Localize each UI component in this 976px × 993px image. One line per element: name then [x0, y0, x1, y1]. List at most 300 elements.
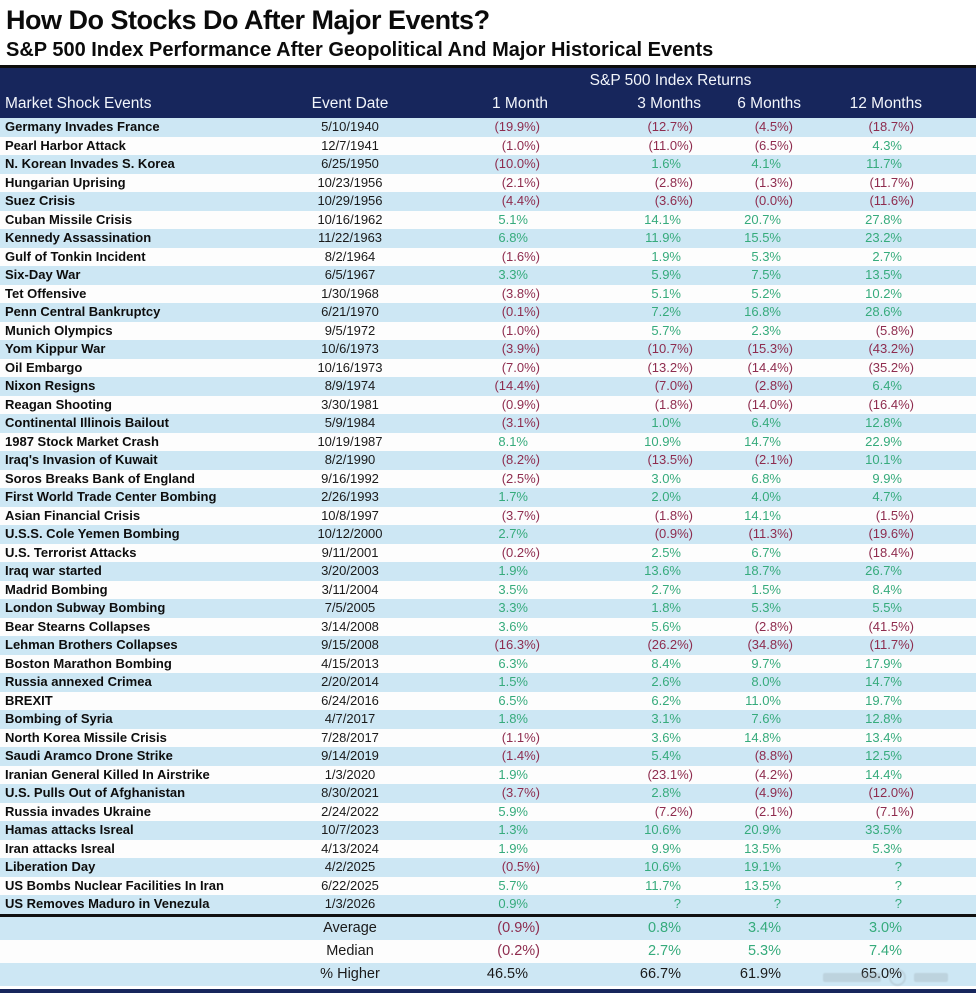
- return-value: (2.8%): [754, 378, 793, 393]
- row-gutter: [926, 821, 976, 840]
- return-value: 26.7%: [865, 563, 902, 578]
- return-value: 5.3%: [751, 600, 781, 615]
- return-value: 3.5%: [498, 581, 528, 597]
- return-value: 17.9%: [865, 655, 902, 671]
- table-row: [0, 766, 976, 785]
- column-header-event-date: Event Date: [311, 95, 389, 112]
- event-name: 1987 Stock Market Crash: [5, 433, 159, 449]
- event-name: Oil Embargo: [5, 359, 83, 375]
- event-date: 10/19/1987: [317, 433, 383, 449]
- table-row: [0, 433, 976, 452]
- return-value: (19.9%): [494, 119, 540, 134]
- row-gutter: [926, 618, 976, 637]
- table-row: [0, 729, 976, 748]
- return-value: 18.7%: [744, 563, 781, 578]
- return-value: 19.1%: [744, 859, 781, 874]
- return-value: (12.7%): [647, 119, 693, 134]
- return-value: 1.9%: [498, 840, 528, 856]
- page-subtitle: S&P 500 Index Performance After Geopolitical And Major Historical Events: [0, 36, 976, 68]
- event-name: Suez Crisis: [5, 193, 76, 208]
- event-name: Hungarian Uprising: [5, 174, 126, 190]
- event-name: Cuban Missile Crisis: [5, 211, 133, 227]
- table-row: [0, 821, 976, 840]
- return-value: (19.6%): [868, 526, 914, 541]
- return-value: 13.5%: [744, 877, 781, 893]
- event-name: Russia annexed Crimea: [5, 674, 152, 689]
- return-value: (15.3%): [747, 341, 793, 356]
- return-value: 7.5%: [751, 267, 781, 282]
- return-value: 5.4%: [651, 748, 681, 763]
- row-gutter: [926, 877, 976, 896]
- return-value: (3.6%): [654, 193, 693, 208]
- event-name: BREXIT: [5, 692, 53, 708]
- return-value: (0.5%): [501, 859, 540, 874]
- return-value: 14.1%: [744, 507, 781, 523]
- return-value: 5.9%: [651, 267, 681, 282]
- event-name: Asian Financial Crisis: [5, 507, 141, 523]
- table-row: [0, 451, 976, 470]
- return-value: (11.3%): [748, 526, 793, 541]
- return-value: (3.1%): [501, 415, 540, 430]
- return-value: (0.0%): [754, 193, 793, 208]
- column-header-6-months: 6 Months: [737, 95, 801, 112]
- event-date: 7/5/2005: [324, 600, 376, 615]
- table-row: [0, 877, 976, 896]
- event-date: 11/22/1963: [317, 230, 383, 245]
- event-name: Tet Offensive: [5, 285, 87, 301]
- return-value: (5.8%): [875, 322, 914, 338]
- event-date: 1/3/2026: [324, 896, 376, 911]
- return-value: ?: [894, 877, 902, 893]
- table-row: [0, 359, 976, 378]
- return-value: (26.2%): [647, 637, 693, 652]
- row-gutter: [926, 396, 976, 415]
- return-value: 11.7%: [866, 156, 902, 171]
- event-date: 3/14/2008: [321, 618, 379, 634]
- row-gutter: [926, 766, 976, 785]
- return-value: 6.7%: [751, 544, 781, 560]
- event-name: Bombing of Syria: [5, 711, 113, 726]
- event-name: North Korea Missile Crisis: [5, 729, 167, 745]
- table-row: [0, 285, 976, 304]
- return-value: 22.9%: [865, 433, 902, 449]
- row-gutter: [926, 433, 976, 452]
- page-title: How Do Stocks Do After Major Events?: [6, 5, 490, 35]
- return-value: 6.2%: [651, 692, 681, 708]
- return-value: (1.6%): [501, 248, 540, 264]
- return-value: 3.0%: [868, 919, 902, 936]
- table-row: [0, 377, 976, 396]
- return-value: (4.9%): [754, 785, 793, 800]
- group-header-sp500-returns: S&P 500 Index Returns: [589, 72, 752, 89]
- return-value: (7.0%): [654, 378, 693, 393]
- return-value: 0.8%: [647, 919, 681, 936]
- event-name: Penn Central Bankruptcy: [5, 304, 161, 319]
- table-row: [0, 655, 976, 674]
- row-gutter: [926, 266, 976, 285]
- row-gutter: [926, 655, 976, 674]
- return-value: 4.3%: [872, 137, 902, 153]
- table-header: [0, 68, 976, 118]
- return-value: 23.2%: [865, 230, 902, 245]
- return-value: 13.4%: [865, 729, 902, 745]
- return-value: (7.2%): [654, 803, 693, 819]
- return-value: 5.5%: [872, 600, 902, 615]
- event-date: 6/5/1967: [324, 267, 376, 282]
- return-value: 6.4%: [872, 378, 902, 393]
- event-date: 8/9/1974: [324, 378, 376, 393]
- event-date: 6/25/1950: [321, 156, 379, 171]
- return-value: 6.5%: [498, 692, 528, 708]
- table-row: [0, 211, 976, 230]
- return-value: 4.7%: [872, 489, 902, 504]
- row-gutter: [926, 211, 976, 230]
- event-name: Germany Invades France: [5, 119, 160, 134]
- return-value: 4.0%: [751, 489, 781, 504]
- bottom-navy-bar: [0, 989, 976, 993]
- return-value: (43.2%): [868, 341, 914, 356]
- table-row: [0, 692, 976, 711]
- table-row: [0, 155, 976, 174]
- return-value: 13.5%: [744, 840, 781, 856]
- event-date: 6/24/2016: [321, 692, 379, 708]
- column-header-3-months: 3 Months: [637, 95, 701, 112]
- return-value: 1.6%: [651, 156, 681, 171]
- table-row: [0, 470, 976, 489]
- return-value: 7.2%: [651, 304, 681, 319]
- return-value: 9.9%: [651, 840, 681, 856]
- return-value: (11.7%): [869, 637, 914, 652]
- return-value: (2.5%): [501, 470, 540, 486]
- return-value: (4.5%): [754, 119, 793, 134]
- event-name: Munich Olympics: [5, 322, 113, 338]
- return-value: 2.8%: [651, 785, 681, 800]
- return-value: 0.9%: [498, 896, 528, 911]
- return-value: (8.8%): [754, 748, 793, 763]
- table-row: [0, 636, 976, 655]
- row-gutter: [926, 710, 976, 729]
- return-value: ?: [894, 859, 902, 874]
- table-row: [0, 673, 976, 692]
- event-name: Kennedy Assassination: [5, 230, 152, 245]
- table-row: [0, 507, 976, 526]
- table-row: [0, 581, 976, 600]
- event-date: 10/7/2023: [321, 822, 379, 837]
- return-value: 65.0%: [860, 965, 902, 982]
- return-value: 10.9%: [644, 433, 681, 449]
- return-value: 33.5%: [865, 822, 902, 837]
- return-value: 14.7%: [865, 674, 902, 689]
- return-value: 20.9%: [744, 822, 781, 837]
- return-value: (10.7%): [647, 341, 693, 356]
- return-value: 1.8%: [498, 711, 528, 726]
- column-header-12-months: 12 Months: [849, 95, 922, 112]
- event-date: 10/12/2000: [317, 526, 383, 541]
- return-value: 5.2%: [751, 285, 781, 301]
- event-name: Iraq's Invasion of Kuwait: [5, 452, 158, 467]
- event-date: 8/2/1964: [324, 248, 376, 264]
- summary-label: Average: [323, 919, 377, 936]
- return-value: (0.1%): [501, 304, 540, 319]
- row-gutter: [926, 340, 976, 359]
- table-row: [0, 340, 976, 359]
- return-value: 1.7%: [498, 489, 528, 504]
- return-value: (13.2%): [647, 359, 693, 375]
- return-value: (1.8%): [654, 507, 693, 523]
- table-row: [0, 803, 976, 822]
- summary-row: [0, 917, 976, 940]
- return-value: (2.1%): [754, 452, 793, 467]
- event-name: Pearl Harbor Attack: [5, 137, 126, 153]
- column-header-row: [0, 92, 976, 118]
- row-gutter: [926, 729, 976, 748]
- return-value: 2.3%: [751, 322, 781, 338]
- event-name: U.S. Terrorist Attacks: [5, 544, 137, 560]
- return-value: 10.2%: [865, 285, 902, 301]
- return-value: 14.7%: [744, 433, 781, 449]
- return-value: (14.4%): [747, 359, 793, 375]
- return-value: (0.2%): [501, 544, 540, 560]
- return-value: (10.0%): [494, 156, 540, 171]
- event-date: 6/22/2025: [321, 877, 379, 893]
- return-value: (3.7%): [501, 785, 540, 800]
- return-value: (12.0%): [868, 785, 914, 800]
- return-value: (16.3%): [494, 637, 540, 652]
- event-date: 2/20/2014: [321, 674, 379, 689]
- return-value: 66.7%: [639, 965, 681, 982]
- return-value: (23.1%): [647, 766, 693, 782]
- return-value: (18.7%): [868, 119, 914, 134]
- return-value: (13.5%): [647, 452, 693, 467]
- event-date: 10/16/1962: [317, 211, 383, 227]
- return-value: 1.9%: [651, 248, 681, 264]
- return-value: (7.0%): [501, 359, 540, 375]
- return-value: 5.1%: [498, 211, 528, 227]
- event-date: 12/7/1941: [321, 137, 379, 153]
- return-value: (3.7%): [501, 507, 540, 523]
- return-value: 9.9%: [872, 470, 902, 486]
- table-row: [0, 858, 976, 877]
- event-name: Russia invades Ukraine: [5, 803, 151, 819]
- return-value: 8.0%: [751, 674, 781, 689]
- return-value: (4.4%): [501, 193, 540, 208]
- row-gutter: [926, 118, 976, 137]
- return-value: (4.2%): [754, 766, 793, 782]
- return-value: 7.6%: [751, 711, 781, 726]
- return-value: (2.1%): [501, 174, 540, 190]
- event-name: Yom Kippur War: [5, 341, 106, 356]
- event-date: 10/6/1973: [321, 341, 379, 356]
- return-value: (14.4%): [494, 378, 540, 393]
- event-date: 10/8/1997: [321, 507, 379, 523]
- return-value: 3.6%: [651, 729, 681, 745]
- row-gutter: [926, 544, 976, 563]
- table-row: [0, 137, 976, 156]
- return-value: 12.5%: [865, 748, 902, 763]
- event-date: 6/21/1970: [321, 304, 379, 319]
- group-header-row: [0, 68, 976, 92]
- row-gutter: [926, 322, 976, 341]
- return-value: (6.5%): [754, 137, 793, 153]
- event-date: 9/5/1972: [324, 322, 376, 338]
- row-gutter: [926, 155, 976, 174]
- row-gutter: [926, 525, 976, 544]
- table-row: [0, 396, 976, 415]
- return-value: (0.2%): [497, 942, 540, 959]
- return-value: 9.7%: [751, 655, 781, 671]
- event-name: Bear Stearns Collapses: [5, 618, 151, 634]
- row-gutter: [926, 692, 976, 711]
- event-name: Continental Illinois Bailout: [5, 415, 169, 430]
- return-value: 2.5%: [651, 544, 681, 560]
- return-value: 13.5%: [865, 267, 902, 282]
- row-gutter: [926, 507, 976, 526]
- return-value: 5.3%: [747, 942, 781, 959]
- return-value: (1.0%): [501, 137, 540, 153]
- row-gutter: [926, 174, 976, 193]
- return-value: (11.7%): [869, 174, 914, 190]
- table-row: [0, 229, 976, 248]
- return-value: 3.1%: [651, 711, 681, 726]
- table-row: [0, 747, 976, 766]
- event-name: Iraq war started: [5, 563, 102, 578]
- row-gutter: [926, 636, 976, 655]
- event-name: U.S. Pulls Out of Afghanistan: [5, 785, 186, 800]
- return-value: (1.3%): [754, 174, 793, 190]
- return-value: 27.8%: [865, 211, 902, 227]
- return-value: 5.3%: [751, 248, 781, 264]
- return-value: (14.0%): [747, 396, 793, 412]
- return-value: 5.1%: [651, 285, 681, 301]
- return-value: 1.5%: [498, 674, 528, 689]
- return-value: 13.6%: [644, 563, 681, 578]
- event-name: Nixon Resigns: [5, 378, 96, 393]
- event-name: London Subway Bombing: [5, 600, 166, 615]
- event-date: 3/11/2004: [321, 581, 379, 597]
- table-row: [0, 414, 976, 433]
- return-value: (0.9%): [501, 396, 540, 412]
- return-value: 6.4%: [751, 415, 781, 430]
- event-name: Madrid Bombing: [5, 581, 108, 597]
- column-header-gutter: [926, 92, 976, 118]
- event-date: 10/23/1956: [317, 174, 383, 190]
- return-value: (3.8%): [501, 285, 540, 301]
- event-date: 4/2/2025: [324, 859, 376, 874]
- return-value: (11.0%): [648, 137, 693, 153]
- table-row: [0, 525, 976, 544]
- event-date: 5/10/1940: [321, 119, 379, 134]
- return-value: 2.7%: [651, 581, 681, 597]
- row-gutter: [926, 673, 976, 692]
- return-value: (16.4%): [868, 396, 914, 412]
- return-value: (11.6%): [869, 193, 914, 208]
- return-value: 14.1%: [644, 211, 681, 227]
- table-row: [0, 544, 976, 563]
- table-row: [0, 599, 976, 618]
- event-date: 9/14/2019: [321, 748, 379, 763]
- return-value: 2.6%: [651, 674, 681, 689]
- return-value: 11.0%: [745, 692, 781, 708]
- return-value: 2.7%: [498, 526, 528, 541]
- return-value: 46.5%: [486, 965, 528, 982]
- return-value: 2.7%: [872, 248, 902, 264]
- event-date: 4/7/2017: [324, 711, 376, 726]
- row-gutter: [926, 895, 976, 914]
- event-name: Soros Breaks Bank of England: [5, 470, 195, 486]
- return-value: 5.6%: [651, 618, 681, 634]
- table-row: [0, 266, 976, 285]
- return-value: (3.9%): [501, 341, 540, 356]
- return-value: 2.0%: [651, 489, 681, 504]
- table-row: [0, 303, 976, 322]
- return-value: 8.4%: [872, 581, 902, 597]
- return-value: 1.8%: [651, 600, 681, 615]
- event-name: N. Korean Invades S. Korea: [5, 156, 175, 171]
- event-date: 9/16/1992: [321, 470, 379, 486]
- event-name: Saudi Aramco Drone Strike: [5, 748, 173, 763]
- row-gutter: [926, 858, 976, 877]
- summary-label: Median: [326, 942, 374, 959]
- event-name: US Bombs Nuclear Facilities In Iran: [5, 877, 224, 893]
- watermark-mark: [914, 973, 948, 982]
- event-date: 4/13/2024: [321, 840, 379, 856]
- event-date: 10/29/1956: [317, 193, 383, 208]
- return-value: (2.8%): [754, 618, 793, 634]
- table-row: [0, 248, 976, 267]
- table-row: [0, 562, 976, 581]
- event-name: Iran attacks Isreal: [5, 840, 115, 856]
- event-date: 8/2/1990: [324, 452, 376, 467]
- table-row: [0, 895, 976, 914]
- event-name: Reagan Shooting: [5, 396, 112, 412]
- row-gutter: [926, 562, 976, 581]
- row-gutter: [926, 784, 976, 803]
- return-value: 12.8%: [865, 711, 902, 726]
- row-gutter: [926, 470, 976, 489]
- return-value: 11.7%: [645, 877, 681, 893]
- row-gutter: [926, 137, 976, 156]
- column-header-market-shock-events: Market Shock Events: [5, 95, 152, 112]
- row-gutter: [926, 414, 976, 433]
- event-name: Hamas attacks Isreal: [5, 822, 134, 837]
- event-date: 1/30/1968: [321, 285, 379, 301]
- table-row: [0, 840, 976, 859]
- return-value: 5.9%: [498, 803, 528, 819]
- return-value: 19.7%: [865, 692, 902, 708]
- return-value: ?: [673, 896, 681, 911]
- return-value: (41.5%): [868, 618, 914, 634]
- event-name: Boston Marathon Bombing: [5, 655, 172, 671]
- table-row: [0, 710, 976, 729]
- event-name: Lehman Brothers Collapses: [5, 637, 178, 652]
- return-value: 12.8%: [865, 415, 902, 430]
- table-row: [0, 174, 976, 193]
- return-value: 14.4%: [865, 766, 902, 782]
- return-value: 5.7%: [498, 877, 528, 893]
- event-date: 8/30/2021: [321, 785, 379, 800]
- return-value: (0.9%): [654, 526, 693, 541]
- watermark-logo-circle: [889, 969, 906, 986]
- return-value: (1.1%): [501, 729, 540, 745]
- return-value: 6.8%: [751, 470, 781, 486]
- table-row: [0, 192, 976, 211]
- event-date: 9/11/2001: [321, 544, 379, 560]
- event-name: First World Trade Center Bombing: [5, 489, 217, 504]
- return-value: 1.5%: [751, 581, 781, 597]
- return-value: 3.3%: [498, 267, 528, 282]
- table-row: [0, 118, 976, 137]
- return-value: (0.9%): [497, 919, 540, 936]
